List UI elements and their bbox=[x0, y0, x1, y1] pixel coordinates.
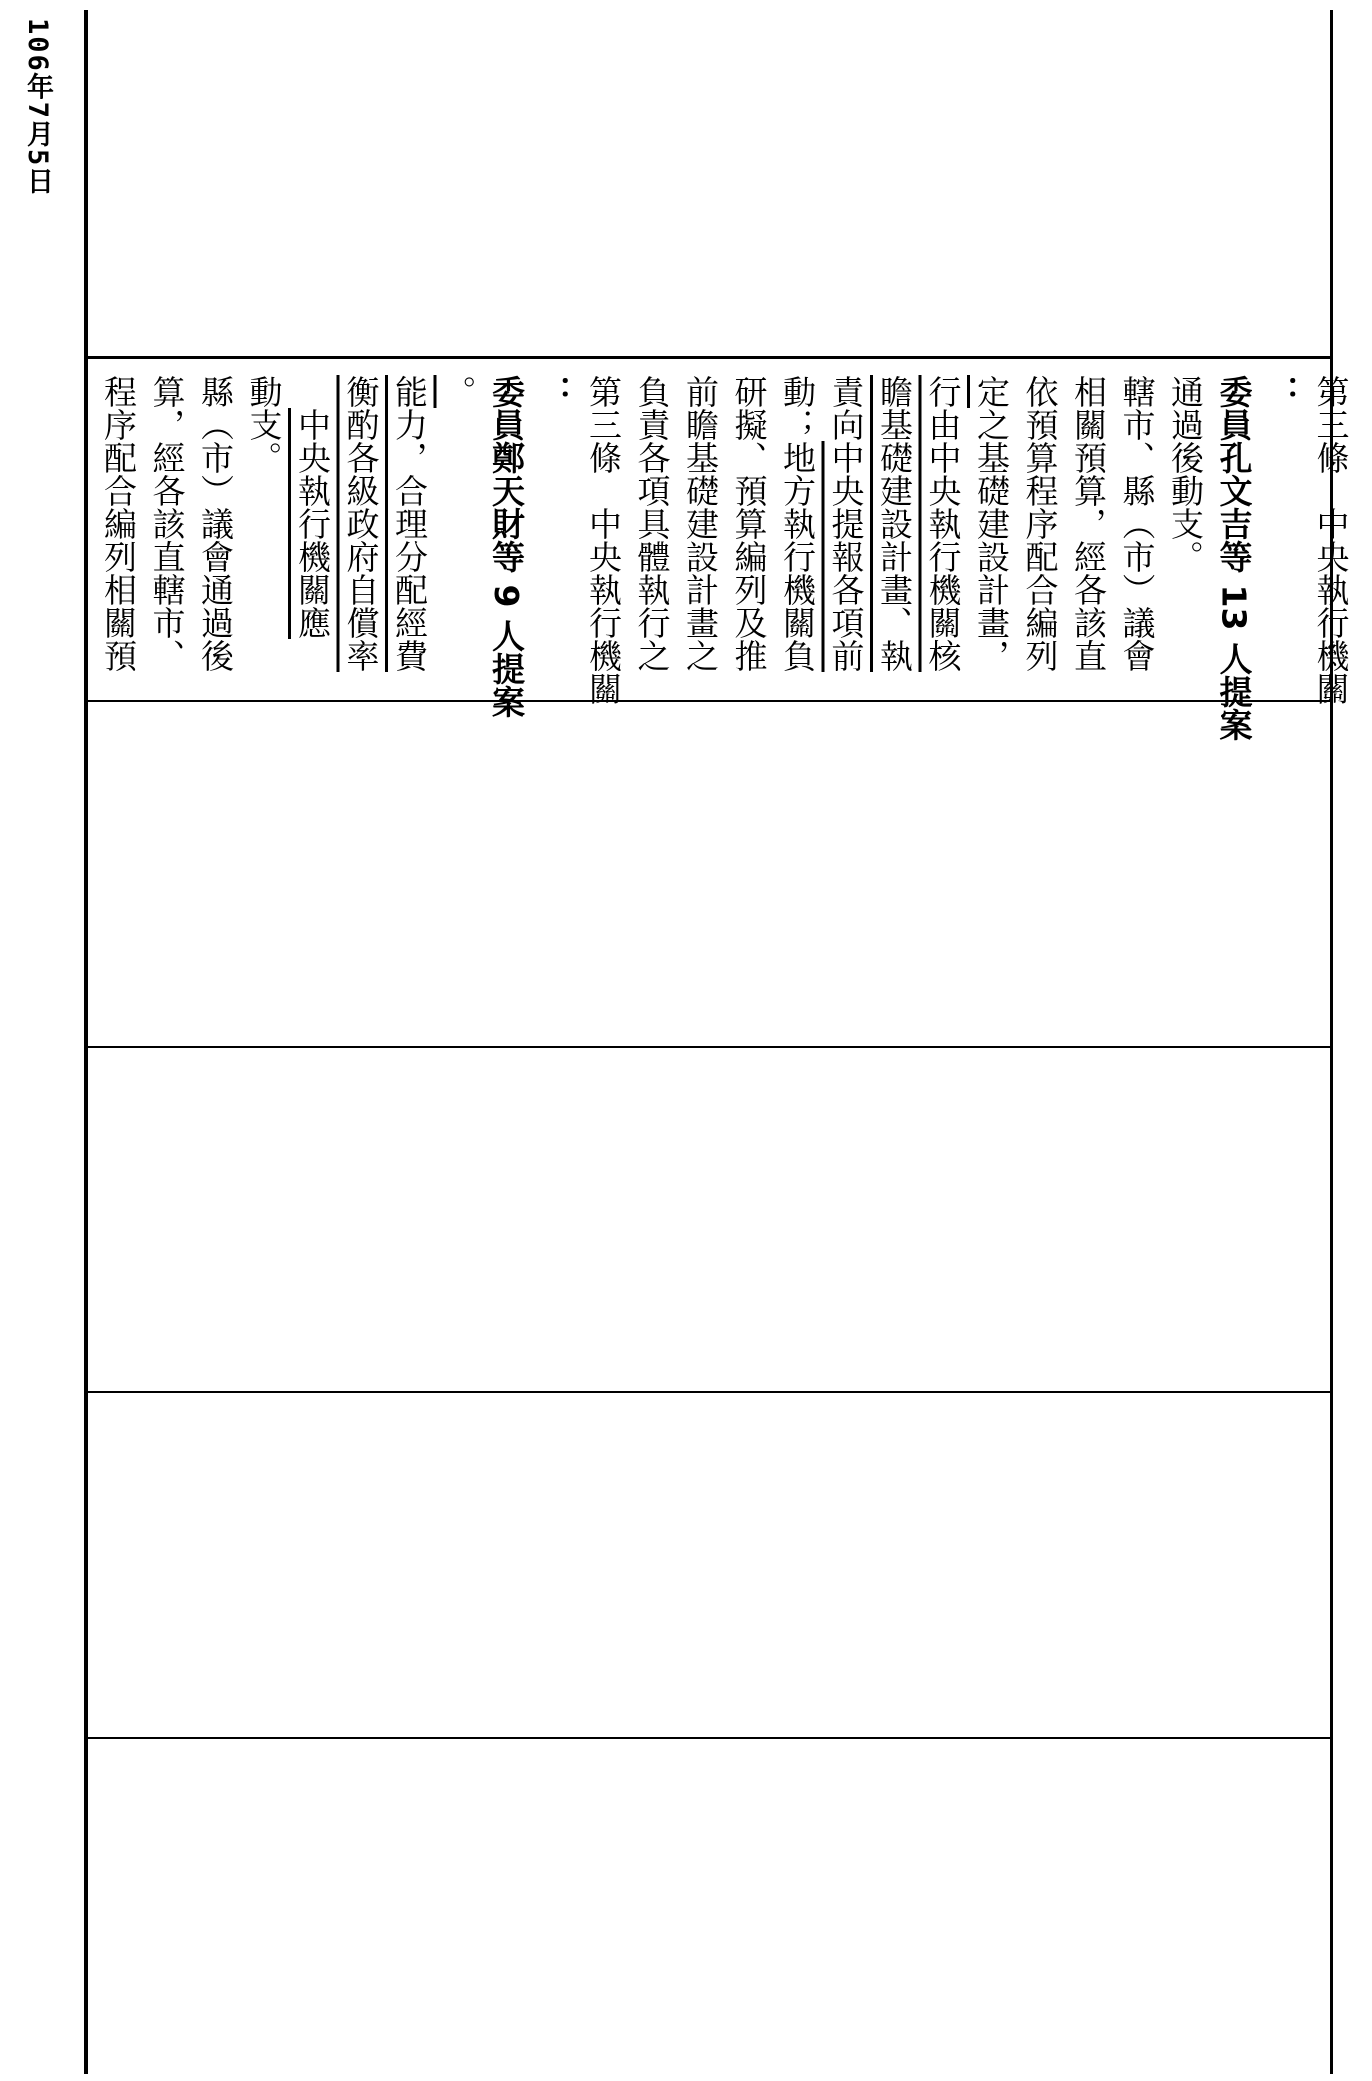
text-segment: ： bbox=[1263, 375, 1302, 408]
text-segment: 。 bbox=[438, 375, 478, 408]
text-segment: 依預算程序配合編列 bbox=[1020, 375, 1060, 672]
text-segment: 行由中央執行機關核 bbox=[923, 375, 963, 672]
row-divider-1 bbox=[84, 700, 1333, 702]
text-column-22 bbox=[1119, 375, 1155, 695]
text-column-14 bbox=[731, 375, 767, 695]
text-segment: 負責各項具體執行之 bbox=[632, 375, 672, 672]
text-segment: 第三條 中央執行機關 bbox=[584, 375, 623, 705]
text-segment: 轄市、縣（市）議會 bbox=[1117, 375, 1157, 672]
text-segment: 通過後動支。 bbox=[1166, 375, 1205, 573]
text-column-18 bbox=[925, 375, 961, 695]
table-border-bottom bbox=[1330, 10, 1333, 2074]
text-column-25 bbox=[1264, 375, 1300, 695]
header-divider bbox=[84, 356, 1333, 359]
text-segment: 委員孔文吉等 13 人提案 bbox=[1214, 375, 1254, 741]
text-segment bbox=[293, 375, 332, 408]
row-divider-4 bbox=[84, 1737, 1333, 1739]
page-date: 106年7月5日 bbox=[22, 18, 53, 197]
row-divider-2 bbox=[84, 1046, 1333, 1048]
text-column-24 bbox=[1214, 375, 1254, 741]
text-segment: 算，經各該直轄市、 bbox=[147, 375, 187, 672]
text-segment: 中央提報各項前 bbox=[826, 441, 866, 672]
text-column-13 bbox=[682, 375, 718, 695]
text-column-11 bbox=[584, 375, 623, 705]
text-segment: 相關預算，經各該直 bbox=[1069, 375, 1108, 672]
text-column-15 bbox=[779, 375, 815, 695]
text-column-10 bbox=[537, 375, 573, 695]
text-column-7 bbox=[391, 375, 427, 695]
text-segment: 研擬、預算編列及推 bbox=[729, 375, 769, 672]
text-segment: 中央執行機關應 bbox=[293, 408, 332, 639]
text-column-3 bbox=[197, 375, 233, 695]
text-column-21 bbox=[1070, 375, 1106, 695]
text-column-4 bbox=[246, 375, 282, 695]
text-column-23 bbox=[1167, 375, 1203, 695]
text-segment: 之基礎建設計畫， bbox=[972, 408, 1011, 672]
text-column-1 bbox=[100, 375, 136, 695]
text-segment: 前瞻基礎建設計畫之 bbox=[681, 375, 720, 672]
text-segment: 委員鄭天財等 9 人提案 bbox=[487, 375, 526, 718]
text-column-12 bbox=[634, 375, 670, 695]
text-column-17 bbox=[876, 375, 912, 695]
text-segment: 縣（市）議會通過後 bbox=[196, 375, 235, 672]
text-column-16 bbox=[828, 375, 864, 695]
text-column-26 bbox=[1311, 375, 1351, 705]
text-segment: ： bbox=[535, 375, 575, 408]
text-segment: 責向 bbox=[826, 375, 866, 441]
text-segment: 瞻基礎建設計畫、執 bbox=[875, 375, 914, 672]
text-column-19 bbox=[973, 375, 1009, 695]
table-border-top bbox=[84, 10, 88, 2074]
text-segment: 動；地方執行機關負 bbox=[778, 375, 817, 672]
row-divider-3 bbox=[84, 1391, 1333, 1393]
text-column-5 bbox=[294, 375, 330, 695]
text-segment: 衡酌各級政府自償率 bbox=[341, 375, 381, 672]
text-segment: 第三條 中央執行機關 bbox=[1311, 375, 1351, 705]
text-segment: 動支。 bbox=[244, 375, 284, 474]
text-segment: 程序配合編列相關預 bbox=[99, 375, 138, 672]
text-column-8 bbox=[440, 375, 476, 695]
text-segment: 能力，合理分配經費 bbox=[390, 375, 429, 672]
text-column-2 bbox=[149, 375, 185, 695]
text-column-20 bbox=[1022, 375, 1058, 695]
text-column-9 bbox=[487, 375, 526, 718]
text-column-6 bbox=[343, 375, 379, 695]
text-segment: 定 bbox=[972, 375, 1011, 408]
